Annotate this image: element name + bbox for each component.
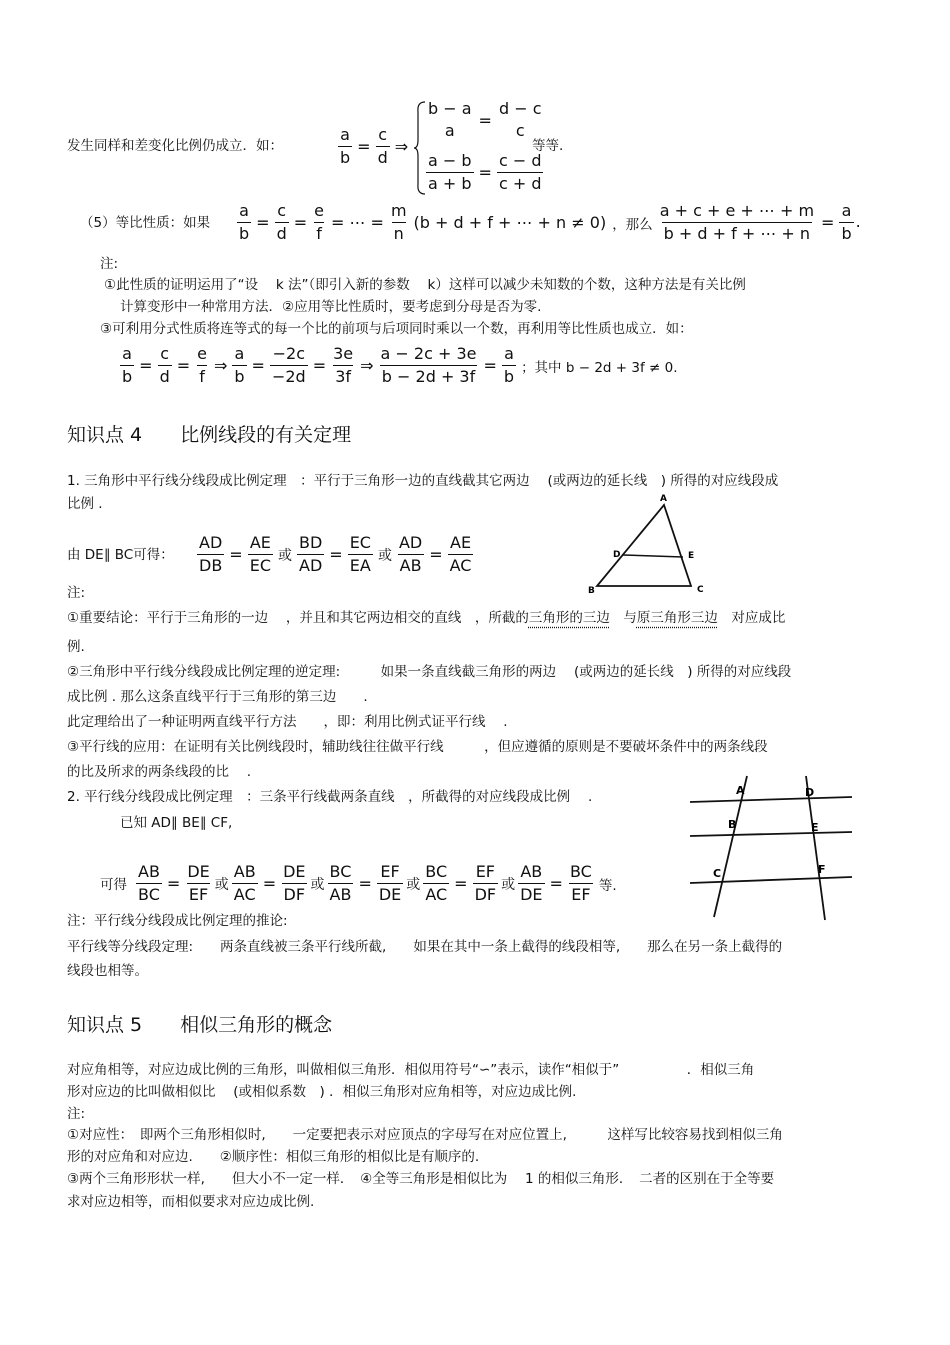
note-text: 计算变形中一种常用方法．②应用等比性质时，要考虑到分母是否为零. xyxy=(120,299,542,315)
fraction: $\frac{AB}{BC}$ xyxy=(138,862,160,904)
fraction: $\frac{-2c}{-2d}$ xyxy=(271,344,306,386)
fraction: $\frac{c - d}{c + d}$ xyxy=(498,151,542,193)
fraction: $\frac{BC}{EF}$ xyxy=(569,862,592,904)
theorem-text: 1. 三角形中平行线分线段成比例定理 ：平行于三角形一边的直线截其它两边 (或两边的延长线 ) 所得的对应线段成 xyxy=(67,473,779,489)
fraction: $\frac{BC}{AC}$ xyxy=(425,862,448,904)
note-label: 注: xyxy=(67,1106,86,1122)
fraction: $\frac{a - 2c + 3e}{b - 2d + 3f}$ xyxy=(380,344,477,386)
converse-text: 成比例 . 那么这条直线平行于三角形的第三边 . xyxy=(67,689,368,705)
vertex-label: B xyxy=(588,586,595,596)
fraction: $\frac{a - b}{a + b}$ xyxy=(428,151,472,193)
fraction: $\frac{e}{f}$ xyxy=(197,344,207,386)
fraction: $\frac{a}{b}$ xyxy=(239,201,250,243)
note-text: ①此性质的证明运用了“设 k 法”（即引入新的参数 k）这样可以减少未知数的个数，这种方法是有关比例 xyxy=(104,277,746,293)
formula-line: $\frac{AB}{BC}$ = $\frac{DE}{EF}$ 或 $\frac{AB}{AC}$ = $\frac{DE}{DF}$ 或 $\frac{BC}{AB}$ = $\frac{EF}{DE}$ 或 $\frac{BC}{AC}$ = $\frac{EF}{DF}$ 或 $\frac{AB}{DE}$ = $\frac{BC}{EF}$ 等. xyxy=(138,862,617,904)
fraction: d − c c xyxy=(498,99,542,140)
corollary-title: 注：平行线分线段成比例定理的推论: xyxy=(67,913,288,929)
definition-text: 对应角相等，对应边成比例的三角形，叫做相似三角形．相似用符号“∽”表示，读作“相似于” ．相似三角 xyxy=(67,1062,755,1078)
fraction: $\frac{a}{b}$ xyxy=(234,344,245,386)
vertex-label: A xyxy=(660,494,667,504)
point-label: A xyxy=(736,784,745,797)
conclusion-text: 例. xyxy=(67,639,85,655)
method-text: 此定理给出了一种证明两直线平行方法 ，即：利用比例式证平行线 . xyxy=(67,714,508,730)
fraction: $\frac{m}{n}$ xyxy=(390,201,407,243)
point-label: F xyxy=(818,863,826,876)
point-label: E xyxy=(811,821,819,834)
fraction: $\frac{c}{d}$ xyxy=(377,125,388,167)
note-text: 形的对应角和对应边. ②顺序性：相似三角形的相似比是有顺序的. xyxy=(67,1149,480,1165)
vertex-label: D xyxy=(613,550,621,560)
theorem-text: 2. 平行线分线段成比例定理 ：三条平行线截两条直线 ，所截得的对应线段成比例 . xyxy=(67,789,593,805)
fraction: $\frac{a}{b}$ xyxy=(340,125,351,167)
section-title: 知识点 4 比例线段的有关定理 xyxy=(67,424,352,446)
fraction: $\frac{a + c + e + \cdots + m}{b + d + f + \cdots + n}$ xyxy=(659,201,815,243)
parallel-lines-figure xyxy=(688,772,858,924)
formula-line: $\frac{AD}{DB}$ = $\frac{AE}{EC}$ 或 $\frac{BD}{AD}$ = $\frac{EC}{EA}$ 或 $\frac{AD}{AB}$ = $\frac{AE}{AC}$ xyxy=(199,533,472,575)
formula-label: 可得 xyxy=(100,877,127,893)
fraction: $\frac{AD}{DB}$ xyxy=(199,533,223,575)
theorem-text: 比例 . xyxy=(67,496,103,512)
note-text: ①对应性： 即两个三角形相似时, 一定要把表示对应顶点的字母写在对应位置上, 这样写比较容易找到相似三角 xyxy=(67,1127,783,1143)
point-label: B xyxy=(728,818,737,831)
definition-text: 形对应边的比叫做相似比 (或相似系数 ) ．相似三角形对应角相等，对应边成比例. xyxy=(67,1084,577,1100)
formula-line: $\frac{a}{b}$ = $\frac{c}{d}$ = $\frac{e}{f}$ = ⋯ = $\frac{m}{n}$ (b + d + f + ⋯ + n ≠ 0) ，那么 $\frac{a + c + e + \cdots + m}{b + d + f + \cdots + n}$ = $\frac{a}{b}$ . xyxy=(239,201,861,243)
conclusion-text: ①重要结论：平行于三角形的一边 ，并且和其它两边相交的直线 ，所截的三角形的三边 与原三角形三边 对应成比 xyxy=(67,610,786,626)
note-text: 求对应边相等，而相似要求对应边成比例. xyxy=(67,1194,315,1210)
note-text: ③两个三角形形状一样, 但大小不一定一样． ④全等三角形是相似比为 1 的相似三角形． 二者的区别在于全等要 xyxy=(67,1171,775,1187)
formula-line: $\frac{a}{b}$ = $\frac{c}{d}$ = $\frac{e}{f}$ ⇒ $\frac{a}{b}$ = $\frac{-2c}{-2d}$ = $\frac{3e}{3f}$ ⇒ $\frac{a - 2c + 3e}{b - 2d + 3f}$ = $\frac{a}{b}$ ；其中 b − 2d + 3f ≠ 0. xyxy=(122,344,678,386)
converse-text: ②三角形中平行线分线段成比例定理的逆定理: 如果一条直线截三角形的两边 (或两边的延长线 ) 所得的对应线段 xyxy=(67,664,792,680)
text-line: 发生同样和差变化比例仍成立．如： xyxy=(67,138,283,154)
fraction: $\frac{a}{b}$ xyxy=(122,344,133,386)
vertex-label: C xyxy=(697,585,704,595)
fraction: $\frac{AB}{AC}$ xyxy=(233,862,256,904)
fraction: $\frac{3e}{3f}$ xyxy=(333,344,354,386)
fraction: $\frac{AB}{DE}$ xyxy=(520,862,543,904)
formula-line: $\frac{a}{b}$ = $\frac{c}{d}$ ⇒ xyxy=(340,125,409,167)
fraction: $\frac{DE}{EF}$ xyxy=(187,862,210,904)
application-text: 的比及所求的两条线段的比 . xyxy=(67,764,252,780)
note-label: 注: xyxy=(67,585,86,601)
fraction: $\frac{EC}{EA}$ xyxy=(349,533,371,575)
formula-label: 由 DE∥ BC可得： xyxy=(67,547,174,563)
fraction: $\frac{AE}{AC}$ xyxy=(449,533,472,575)
section-title: 知识点 5 相似三角形的概念 xyxy=(67,1014,333,1036)
point-label: C xyxy=(713,867,722,880)
fraction: $\frac{a}{b}$ xyxy=(503,344,515,386)
note-label: 注: xyxy=(100,256,119,272)
vertex-label: E xyxy=(688,551,695,561)
system-row: $\frac{a - b}{a + b}$ = $\frac{c - d}{c + d}$ xyxy=(428,151,542,193)
fraction: $\frac{EF}{DF}$ xyxy=(474,862,497,904)
given-text: 已知 AD∥ BE∥ CF, xyxy=(120,815,233,831)
fraction: $\frac{e}{f}$ xyxy=(314,201,324,243)
fraction: $\frac{c}{d}$ xyxy=(159,344,170,386)
application-text: ③平行线的应用：在证明有关比例线段时，辅助线往往做平行线 ，但应遵循的原则是不要破坏条件中的两条线段 xyxy=(67,739,768,755)
corollary-text: 线段也相等。 xyxy=(67,963,148,979)
fraction: b − a a xyxy=(428,99,472,140)
fraction: $\frac{c}{d}$ xyxy=(276,201,287,243)
triangle-figure xyxy=(585,490,710,600)
text-tail: 等等. xyxy=(532,138,564,154)
point-label: D xyxy=(805,786,815,799)
property-label: （5）等比性质：如果 xyxy=(80,215,211,231)
fraction: $\frac{BD}{AD}$ xyxy=(298,533,323,575)
corollary-text: 平行线等分线段定理: 两条直线被三条平行线所截, 如果在其中一条上截得的线段相等, 那么在另一条上截得的 xyxy=(67,939,783,955)
fraction: $\frac{BC}{AB}$ xyxy=(329,862,352,904)
fraction: $\frac{AE}{EC}$ xyxy=(249,533,271,575)
fraction: $\frac{EF}{DE}$ xyxy=(378,862,402,904)
fraction: $\frac{a}{b}$ xyxy=(841,201,852,243)
system-row: b − a a = d − c c xyxy=(428,99,542,140)
fraction: $\frac{AD}{AB}$ xyxy=(398,533,423,575)
note-text: ③可利用分式性质将连等式的每一个比的前项与后项同时乘以一个数，再利用等比性质也成立．如： xyxy=(100,321,693,337)
fraction: $\frac{DE}{DF}$ xyxy=(283,862,306,904)
